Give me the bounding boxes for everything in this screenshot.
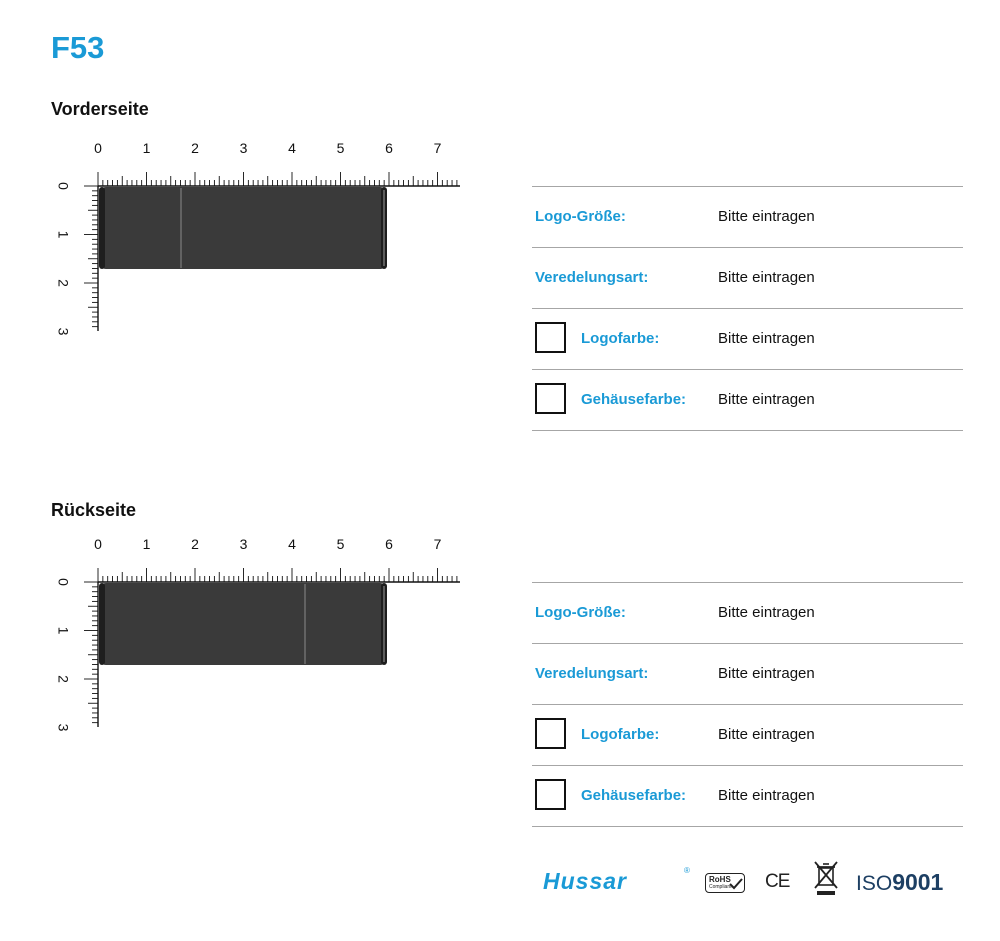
ruler-front xyxy=(48,136,468,336)
ruler-top-label: 6 xyxy=(385,536,393,552)
ruler-top-label: 2 xyxy=(191,536,199,552)
ruler-side-label: 0 xyxy=(55,578,72,586)
ruler-back xyxy=(48,532,468,732)
spec-row-finishing xyxy=(532,643,963,704)
spec-value-field[interactable]: Bitte eintragen xyxy=(718,269,815,286)
spec-label: Veredelungsart: xyxy=(535,269,649,286)
color-swatch-box[interactable] xyxy=(535,322,566,353)
ruler-top-label: 5 xyxy=(336,140,345,156)
spec-value-field[interactable]: Bitte eintragen xyxy=(718,726,815,743)
ruler-top-label: 1 xyxy=(142,140,151,156)
device-body xyxy=(99,583,387,665)
spec-label: Veredelungsart: xyxy=(535,665,649,682)
ruler-top-label: 6 xyxy=(385,140,393,156)
spec-label: Gehäusefarbe: xyxy=(581,787,687,804)
brand-logo: Hussar xyxy=(543,868,627,894)
spec-value-field[interactable]: Bitte eintragen xyxy=(718,604,815,621)
spec-row-housing-color xyxy=(532,369,963,431)
rohs-check-icon xyxy=(729,878,743,890)
ruler-top-label: 3 xyxy=(239,140,248,156)
registered-mark: ® xyxy=(684,866,690,875)
rohs-badge xyxy=(705,873,745,893)
spec-row-logo-color xyxy=(532,308,963,369)
ruler-side-label: 1 xyxy=(55,626,72,635)
footer-logos xyxy=(543,858,958,900)
spec-row-finishing xyxy=(532,247,963,308)
ruler-top-label: 0 xyxy=(94,536,102,552)
spec-table-front xyxy=(532,186,963,431)
spec-label: Logofarbe: xyxy=(581,726,660,743)
spec-label: Logofarbe: xyxy=(581,330,660,347)
spec-table-back xyxy=(532,582,963,827)
ruler-top-label: 7 xyxy=(433,536,442,552)
ruler-side-label: 2 xyxy=(55,279,72,287)
section-heading-back: Rückseite xyxy=(51,500,137,520)
spec-value-field[interactable]: Bitte eintragen xyxy=(718,787,815,804)
device-left-cap xyxy=(99,187,105,269)
color-swatch-box[interactable] xyxy=(535,718,566,749)
usb-device-illustration xyxy=(99,583,387,665)
color-swatch-box[interactable] xyxy=(535,779,566,810)
ruler-top-label: 4 xyxy=(288,140,296,156)
ruler-top-label: 2 xyxy=(191,140,199,156)
section-heading-front: Vorderseite xyxy=(51,99,149,119)
spec-row-logo-size xyxy=(532,186,963,247)
spec-value-field[interactable]: Bitte eintragen xyxy=(718,208,815,225)
spec-row-housing-color xyxy=(532,765,963,827)
ruler-side-label: 2 xyxy=(55,675,72,683)
ruler-top-label: 7 xyxy=(433,140,442,156)
rohs-subtitle: Compliant xyxy=(709,884,732,890)
page-title: F53 xyxy=(51,30,105,65)
rohs-title: RoHS xyxy=(709,875,731,884)
device-left-cap xyxy=(99,583,105,665)
spec-value-field[interactable]: Bitte eintragen xyxy=(718,391,815,408)
spec-label: Logo-Größe: xyxy=(535,604,626,621)
ruler-top-label: 4 xyxy=(288,536,296,552)
color-swatch-box[interactable] xyxy=(535,383,566,414)
weee-bin-icon xyxy=(813,860,839,896)
ruler-side-label: 0 xyxy=(55,182,72,190)
device-body xyxy=(99,187,387,269)
usb-device-illustration xyxy=(99,187,387,269)
iso-prefix: ISO xyxy=(856,872,893,895)
iso-number: 9001 xyxy=(892,869,944,895)
spec-row-logo-size xyxy=(532,582,963,643)
ce-mark: CE xyxy=(765,871,790,892)
ruler-top-label: 5 xyxy=(336,536,345,552)
spec-row-logo-color xyxy=(532,704,963,765)
spec-label: Logo-Größe: xyxy=(535,208,626,225)
ruler-side-label: 1 xyxy=(55,230,72,239)
iso-9001-mark xyxy=(856,869,943,896)
ruler-side-label: 3 xyxy=(55,723,72,732)
ruler-side-label: 3 xyxy=(55,327,72,336)
spec-label: Gehäusefarbe: xyxy=(581,391,687,408)
ruler-top-label: 0 xyxy=(94,140,102,156)
ruler-top-label: 3 xyxy=(239,536,248,552)
spec-value-field[interactable]: Bitte eintragen xyxy=(718,330,815,347)
ruler-top-label: 1 xyxy=(142,536,151,552)
spec-value-field[interactable]: Bitte eintragen xyxy=(718,665,815,682)
